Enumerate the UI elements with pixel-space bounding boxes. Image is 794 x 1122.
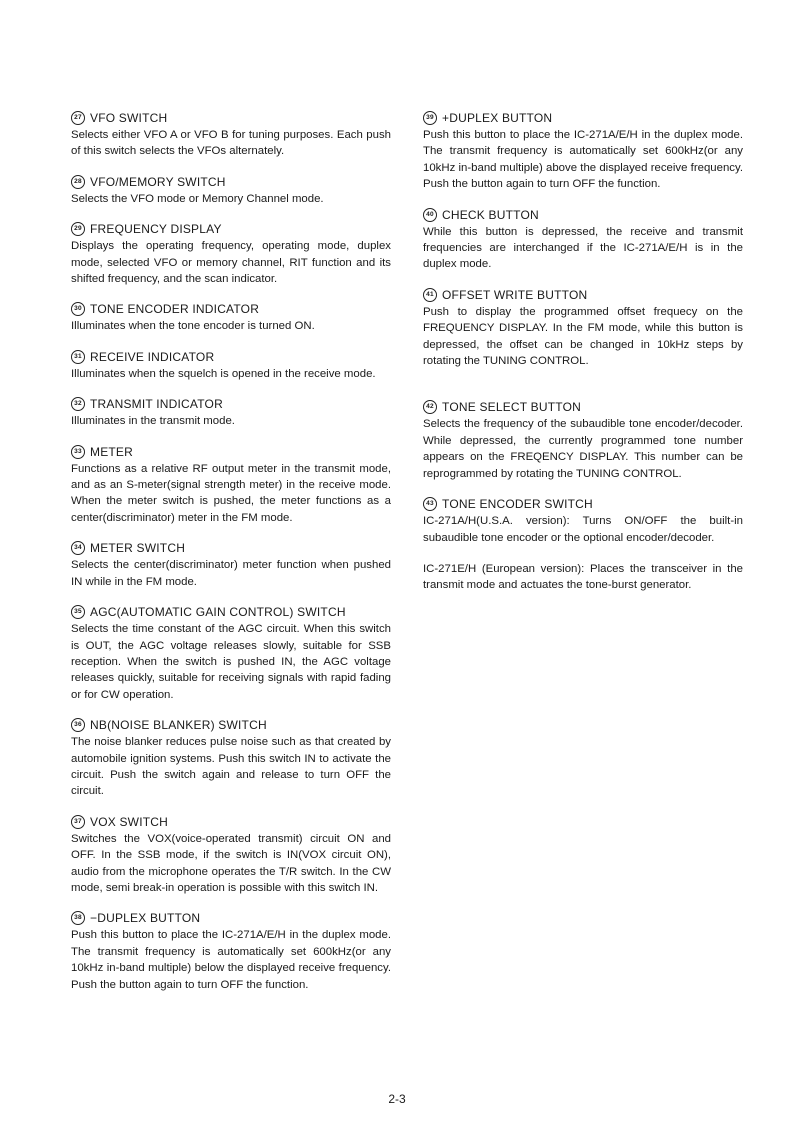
entry-text-european: IC-271E/H (European version): Places the transceiver in the transmit mode and actuates the tone-burst generator. xyxy=(423,562,743,592)
entry-meter-switch xyxy=(71,540,391,590)
entry-text: Selects either VFO A or VFO B for tuning purposes. Each push of this switch selects the VFOs alternately. xyxy=(71,129,391,158)
entry-nb-switch xyxy=(71,717,391,800)
entry-text: IC-271A/H(U.S.A. version): Turns ON/OFF the built-in subaudible tone encoder or the optional encoder/decoder. xyxy=(423,515,743,544)
item-number: 35 xyxy=(71,605,85,619)
entry-title: AGC(AUTOMATIC GAIN CONTROL) SWITCH xyxy=(90,605,346,620)
entry-title: RECEIVE INDICATOR xyxy=(90,349,215,364)
entry-title: TONE ENCODER INDICATOR xyxy=(90,302,260,317)
item-number: 40 xyxy=(423,208,437,222)
item-number: 38 xyxy=(71,911,85,925)
entry-tone-encoder-indicator xyxy=(71,301,391,334)
entry-text: Displays the operating frequency, operating mode, duplex mode, selected VFO or memory channel, RIT function and its shifted frequency, and the scan indicator. xyxy=(71,240,391,286)
entry-vfo-switch xyxy=(71,110,391,160)
item-number: 42 xyxy=(423,400,437,414)
entry-text: Push this button to place the IC-271A/E/H in the duplex mode. The transmit frequency is automatically set 600kHz(or any 10kHz in-band multiple) above the displayed receive frequency. Push the button again to turn OFF the function. xyxy=(423,129,743,191)
entry-text: The noise blanker reduces pulse noise such as that created by automobile ignition systems. Push this switch IN to activate the circuit. Push the switch again and release to turn OFF the circuit. xyxy=(71,736,391,798)
item-number: 32 xyxy=(71,397,85,411)
entry-vox-switch xyxy=(71,814,391,897)
entry-title: TRANSMIT INDICATOR xyxy=(90,397,223,412)
entry-text: Push to display the programmed offset frequecy on the FREQUENCY DISPLAY. In the FM mode, while this button is depressed, the offset can be changed in 10kHz steps by rotating the TUNING CONTROL. xyxy=(423,305,743,368)
entry-minus-duplex-button xyxy=(71,910,391,993)
item-number: 28 xyxy=(71,175,85,189)
entry-text: Selects the time constant of the AGC circuit. When this switch is OUT, the AGC voltage releases slowly, suitable for SSB reception. When the switch is pushed IN, the AGC voltage releases quickly, suitable for receiving signals with rapid fading or for CW operation. xyxy=(71,623,391,701)
item-number: 31 xyxy=(71,350,85,364)
item-number: 37 xyxy=(71,815,85,829)
entry-text: Illuminates when the squelch is opened in the receive mode. xyxy=(71,367,376,380)
entry-agc-switch xyxy=(71,604,391,703)
entry-title: OFFSET WRITE BUTTON xyxy=(442,287,588,302)
entry-tone-encoder-switch xyxy=(423,496,743,594)
entry-text: While this button is depressed, the receive and transmit frequencies are interchanged if the IC-271A/E/H is in the duplex mode. xyxy=(423,225,743,271)
entry-title: METER SWITCH xyxy=(90,541,186,556)
entry-text: Selects the VFO mode or Memory Channel mode. xyxy=(71,192,324,205)
entry-title: VOX SWITCH xyxy=(90,814,169,829)
entry-title: VFO/MEMORY SWITCH xyxy=(90,174,226,189)
entry-vfo-memory-switch xyxy=(71,174,391,207)
entry-text: Selects the frequency of the subaudible tone encoder/decoder. While depressed, the currently programmed tone number appears on the FREQENCY DISPLAY. This number can be reprogrammed by rotating the TUNING CONTROL. xyxy=(423,418,743,480)
entry-text: Push this button to place the IC-271A/E/H in the duplex mode. The transmit frequency is automatically set 600kHz(or any 10kHz in-band multiple) below the displayed receive frequency. Push the button again to turn OFF the function. xyxy=(71,929,391,991)
item-number: 34 xyxy=(71,541,85,555)
entry-text: Illuminates when the tone encoder is turned ON. xyxy=(71,320,315,333)
entry-meter xyxy=(71,444,391,527)
right-column xyxy=(423,110,743,594)
item-number: 27 xyxy=(71,111,85,125)
entry-title: +DUPLEX BUTTON xyxy=(442,111,553,125)
entry-text: Illuminates in the transmit mode. xyxy=(71,415,235,428)
entry-plus-duplex-button xyxy=(423,110,743,193)
item-number: 41 xyxy=(423,288,437,302)
entry-transmit-indicator xyxy=(71,396,391,429)
item-number: 36 xyxy=(71,718,85,732)
entry-title: TONE ENCODER SWITCH xyxy=(442,497,593,512)
entry-title: NB(NOISE BLANKER) SWITCH xyxy=(90,718,267,733)
entry-tone-select-button xyxy=(423,399,743,482)
entry-text: Switches the VOX(voice-operated transmit) circuit ON and OFF. In the SSB mode, if the switch is IN(VOX circuit ON), audio from the microphone operates the T/R switch. In the CW mode, semi break-in operation is possible with this switch IN. xyxy=(71,832,391,894)
entry-title: METER xyxy=(90,444,133,459)
entry-title: VFO SWITCH xyxy=(90,111,168,125)
item-number: 29 xyxy=(71,222,85,236)
entry-title: FREQUENCY DISPLAY xyxy=(90,222,222,237)
entry-title: −DUPLEX BUTTON xyxy=(90,911,201,926)
item-number: 43 xyxy=(423,497,437,511)
entry-receive-indicator xyxy=(71,349,391,382)
entry-frequency-display xyxy=(71,221,391,287)
entry-offset-write-button xyxy=(423,287,743,370)
entry-text: Functions as a relative RF output meter in the transmit mode, and as an S-meter(signal strength meter) in the receive mode. When the meter switch is pushed, the meter functions as a center(discriminator) meter in the FM mode. xyxy=(71,462,391,524)
item-number: 39 xyxy=(423,111,437,125)
left-column xyxy=(71,110,391,993)
entry-title: TONE SELECT BUTTON xyxy=(442,400,581,415)
item-number: 33 xyxy=(71,445,85,459)
entry-text: Selects the center(discriminator) meter function when pushed IN while in the FM mode. xyxy=(71,559,391,588)
item-number: 30 xyxy=(71,302,85,316)
entry-title: CHECK BUTTON xyxy=(442,207,539,222)
entry-check-button xyxy=(423,207,743,273)
page-number: 2-3 xyxy=(388,1092,406,1106)
